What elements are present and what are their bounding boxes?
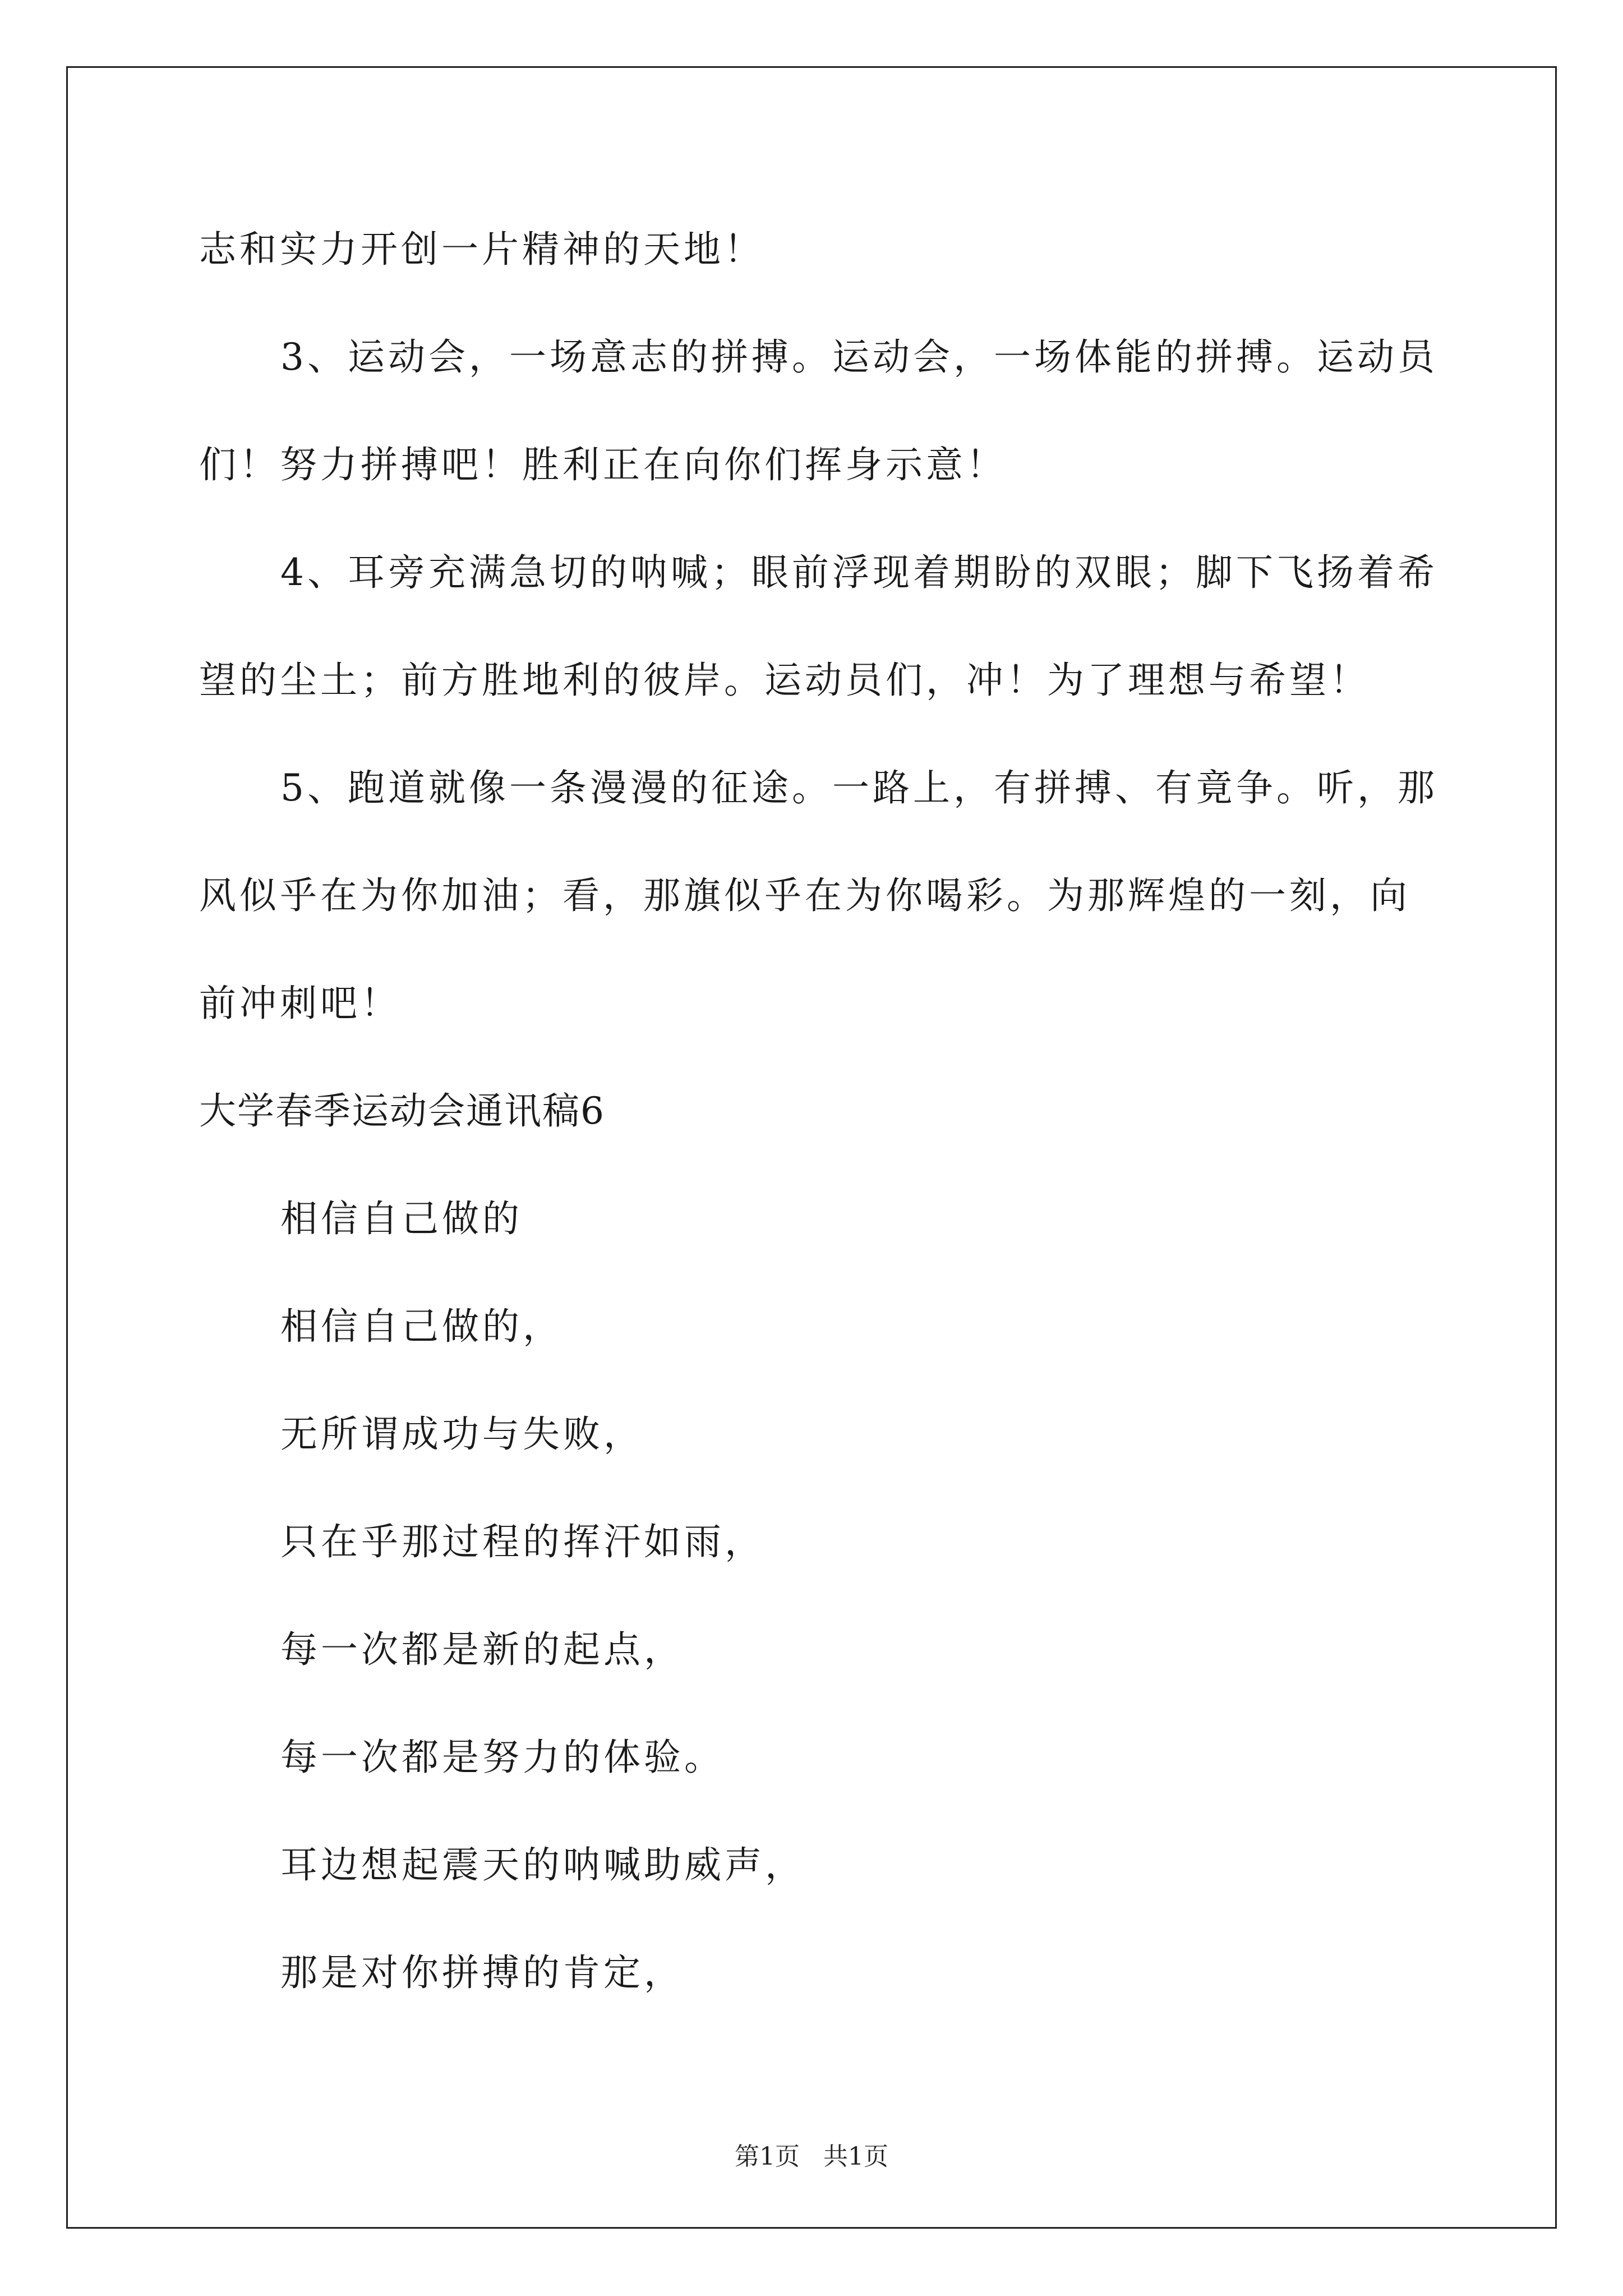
paragraph-line: 前冲刺吧！ [199, 982, 401, 1025]
poem-line: 每一次都是努力的体验。 [280, 1736, 725, 1779]
poem-line: 那是对你拼搏的肯定， [280, 1951, 684, 1994]
page-total: 共1页 [823, 2142, 888, 2171]
paragraph-line: 4、耳旁充满急切的呐喊；眼前浮现着期盼的双眼；脚下飞扬着希 [280, 551, 1438, 594]
paragraph-line: 3、运动会，一场意志的拼搏。运动会，一场体能的拼搏。运动员 [280, 335, 1438, 379]
paragraph-line: 望的尘土；前方胜地利的彼岸。运动员们，冲！为了理想与希望！ [199, 659, 1370, 702]
poem-line: 每一次都是新的起点， [280, 1628, 684, 1671]
page-border [66, 66, 1557, 2229]
paragraph-line: 风似乎在为你加油；看，那旗似乎在为你喝彩。为那辉煌的一刻，向 [199, 874, 1410, 917]
page-number: 第1页 [735, 2142, 800, 2171]
poem-line: 耳边想起震天的呐喊助威声， [280, 1843, 805, 1887]
page-footer [0, 2136, 1623, 2172]
paragraph-line: 5、跑道就像一条漫漫的征途。一路上，有拼搏、有竟争。听，那 [280, 766, 1438, 809]
poem-line: 只在乎那过程的挥汗如雨， [280, 1520, 765, 1563]
poem-line: 无所谓成功与失败， [280, 1412, 644, 1456]
poem-line: 相信自己做的 [280, 1197, 523, 1240]
poem-line: 相信自己做的， [280, 1305, 563, 1348]
paragraph-line: 们！努力拼搏吧！胜利正在向你们挥身示意！ [199, 443, 1007, 486]
paragraph-line: 志和实力开创一片精神的天地！ [199, 228, 764, 271]
section-title: 大学春季运动会通讯稿6 [199, 1089, 605, 1133]
